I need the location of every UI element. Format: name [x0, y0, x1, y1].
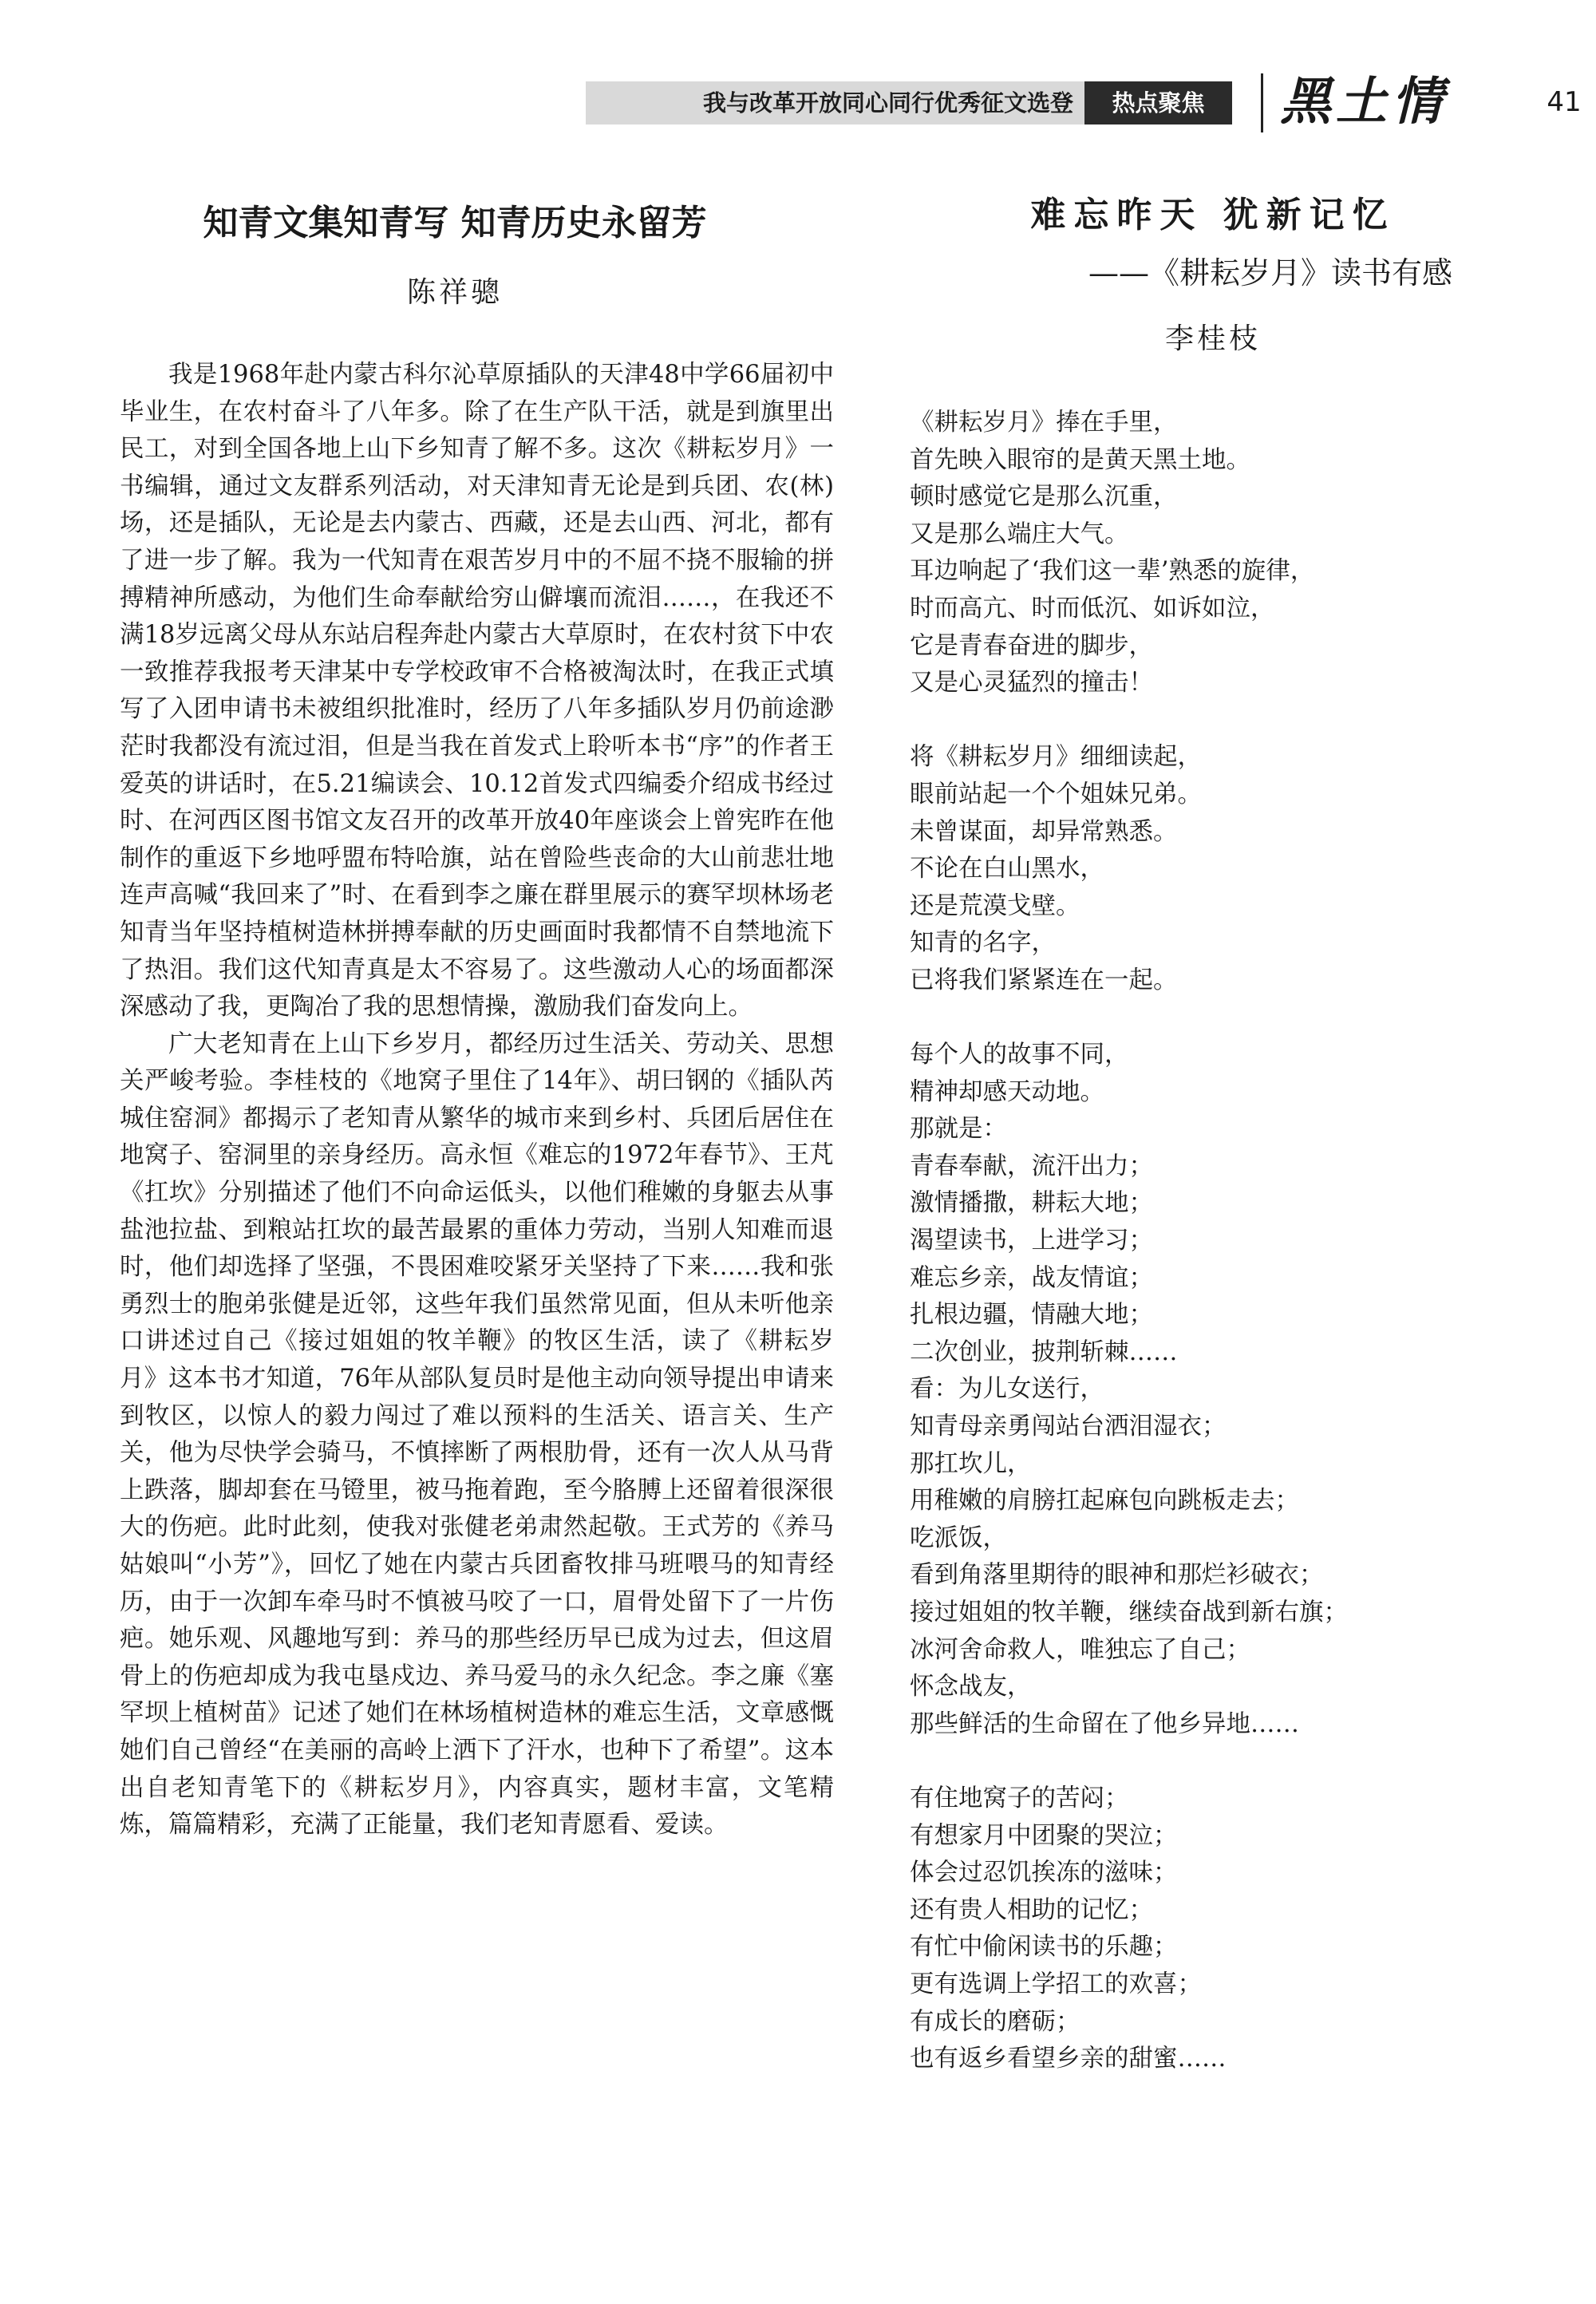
poem-line: 时而高亢、时而低沉、如诉如泣，	[910, 594, 1275, 622]
poem-line: 扎根边疆，情融大地；	[910, 1301, 1153, 1330]
poem-line: 不论在白山黑水，	[910, 855, 1104, 883]
poem-line: 知青的名字，	[910, 929, 1056, 958]
poem-line: 青春奉献，流汗出力；	[910, 1152, 1153, 1180]
left-article-body	[120, 357, 834, 1844]
poem-line: 那扛坎儿，	[910, 1449, 1032, 1478]
poem-line: 冰河舍命救人，唯独忘了自己；	[910, 1635, 1250, 1664]
poem-line: 激情播撒，耕耘大地；	[910, 1189, 1153, 1218]
right-article	[910, 188, 1516, 2115]
poem-line: 有忙中偷闲读书的乐趣；	[910, 1933, 1178, 1962]
poem-line: 更有选调上学招工的欢喜；	[910, 1970, 1202, 1998]
poem-line: 还有贵人相助的记忆；	[910, 1895, 1153, 1924]
page-header	[559, 70, 1596, 134]
poem-line: 体会过忍饥挨冻的滋味；	[910, 1859, 1178, 1887]
poem-line: 那就是：	[910, 1115, 1007, 1144]
poem-line: 接过姐姐的牧羊鞭，继续奋战到新右旗；	[910, 1599, 1348, 1626]
header-divider	[1261, 73, 1263, 132]
poem-line: 顿时感觉它是那么沉重，	[910, 483, 1178, 512]
poem-line: 那些鲜活的生命留在了他乡异地……	[910, 1709, 1299, 1738]
poem-line: 吃派饭，	[910, 1523, 1007, 1552]
poem-line: 耳边响起了‘我们这一辈’熟悉的旋律，	[910, 557, 1315, 586]
right-article-title: 难忘昨天 犹新记忆	[1030, 195, 1396, 235]
poem-line: 看：为儿女送行，	[910, 1375, 1104, 1404]
poem-line: 将《耕耘岁月》细细读起，	[910, 743, 1202, 772]
poem-line: 首先映入眼帘的是黄天黑土地。	[910, 445, 1250, 474]
poem-stanza	[910, 405, 1516, 702]
poem-stanza	[910, 1780, 1516, 2078]
poem-line: 已将我们紧紧连在一起。	[910, 966, 1178, 994]
poem-line: 有住地窝子的苦闷；	[910, 1784, 1129, 1812]
poem-line: 还是荒漠戈壁。	[910, 891, 1080, 920]
poem-body	[910, 405, 1516, 2078]
right-article-subtitle: ——《耕耘岁月》读书有感	[1088, 255, 1452, 290]
poem-line: 难忘乡亲，战友情谊；	[910, 1263, 1153, 1292]
poem-line: 未曾谋面，却异常熟悉。	[910, 817, 1178, 846]
poem-line: 每个人的故事不同，	[910, 1041, 1129, 1069]
poem-line: 看到角落里期待的眼神和那烂衫破衣；	[910, 1561, 1324, 1590]
paragraph: 广大老知青在上山下乡岁月，都经历过生活关、劳动关、思想关严峻考验。李桂枝的《地窝子里住了14年》、胡曰钢的《插队芮城住窑洞》都揭示了老知青从繁华的城市来到乡村、兵团后居住在地窝子、窑洞里的亲身经历。高永恒《难忘的1972年春节》、王芃《扛坎》分别描述了他们不向命运低头，以他们稚嫩的身躯去从事盐池拉盐、到粮站扛坎的最苦最累的重体力劳动，当别人知难而退时，他们却选择了坚强，不畏困难咬紧牙关坚持了下来……我和张勇烈士的胞弟张健是近邻，这些年我们虽然常见面，但从未听他亲口讲述过自己《接过姐姐的牧羊鞭》的牧区生活，读了《耕耘岁月》这本书才知道，76年从部队复员时是他主动向领导提出申请来到牧区，以惊人的毅力闯过了难以预料的生活关、语言关、生产关，他为尽快学会骑马，不慎摔断了两根肋骨，还有一次人从马背上跌落，脚却套在马镫里，被马拖着跑，至今胳膊上还留着很深很大的伤疤。此时此刻，使我对张健老弟肃然起敬。王式芳的《养马姑娘叫“小芳”》，回忆了她在内蒙古兵团畜牧排马班喂马的知青经历，由于一次卸车牵马时不慎被马咬了一口，眉骨处留下了一片伤疤。她乐观、风趣地写到：养马的那些经历早已成为过去，但这眉骨上的伤疤却成为我屯垦戍边、养马爱马的永久纪念。李之廉《塞罕坝上植树苗》记述了她们在林场植树造林的难忘生活，文章感慨她们自己曾经“在美丽的高岭上洒下了汗水，也种下了希望”。这本出自老知青笔下的《耕耘岁月》，内容真实，题材丰富，文笔精炼，篇篇精彩，充满了正能量，我们老知青愿看、爱读。	[120, 1029, 834, 1840]
poem-line: 用稚嫩的肩膀扛起麻包向跳板走去；	[910, 1487, 1299, 1516]
page-number: 41	[1547, 86, 1582, 118]
magazine-logo: 黑土情	[1280, 72, 1448, 132]
poem-line: 又是心灵猛烈的撞击！	[910, 669, 1153, 698]
poem-line: 知青母亲勇闯站台洒泪湿衣；	[910, 1413, 1227, 1441]
poem-line: 有成长的磨砺；	[910, 2007, 1080, 2036]
poem-stanza	[910, 739, 1516, 999]
poem-line: 怀念战友，	[910, 1673, 1032, 1701]
poem-line: 二次创业，披荆斩棘……	[910, 1338, 1178, 1366]
poem-line: 渴望读书，上进学习；	[910, 1227, 1153, 1255]
series-banner: 我与改革开放同心同行优秀征文选登	[586, 81, 1084, 124]
poem-line: 它是青春奋进的脚步，	[910, 631, 1153, 660]
poem-stanza	[910, 1037, 1516, 1743]
poem-line: 也有返乡看望乡亲的甜蜜……	[910, 2045, 1227, 2073]
poem-line: 又是那么端庄大气。	[910, 520, 1129, 548]
left-article-title: 知青文集知青写 知青历史永留芳	[203, 203, 707, 243]
right-article-author: 李桂枝	[1164, 322, 1261, 355]
poem-line: 《耕耘岁月》捧在手里，	[910, 409, 1178, 437]
left-article-author: 陈祥骢	[406, 276, 503, 309]
poem-line: 精神却感天动地。	[910, 1077, 1104, 1106]
paragraph: 我是1968年赴内蒙古科尔沁草原插队的天津48中学66届初中毕业生，在农村奋斗了八年多。除了在生产队干活，就是到旗里出民工，对到全国各地上山下乡知青了解不多。这次《耕耘岁月》一书编辑，通过文友群系列活动，对天津知青无论是到兵团、农(林)场，还是插队，无论是去内蒙古、西藏，还是去山西、河北，都有了进一步了解。我为一代知青在艰苦岁月中的不屈不挠不服输的拼搏精神所感动，为他们生命奉献给穷山僻壤而流泪……，在我还不满18岁远离父母从东站启程奔赴内蒙古大草原时，在农村贫下中农一致推荐我报考天津某中专学校政审不合格被淘汰时，在我正式填写了入团申请书未被组织批准时，经历了八年多插队岁月仍前途渺茫时我都没有流过泪，但是当我在首发式上聆听本书“序”的作者王爱英的讲话时，在5.21编读会、10.12首发式四编委介绍成书经过时、在河西区图书馆文友召开的改革开放40年座谈会上曾宪昨在他制作的重返下乡地呼盟布特哈旗，站在曾险些丧命的大山前悲壮地连声高喊“我回来了”时、在看到李之廉在群里展示的赛罕坝林场老知青当年坚持植树造林拼搏奉献的历史画面时我都情不自禁地流下了热泪。我们这代知青真是太不容易了。这些激动人心的场面都深深感动了我，更陶冶了我的思想情操，激励我们奋发向上。	[120, 361, 834, 1022]
poem-line: 有想家月中团聚的哭泣；	[910, 1821, 1178, 1850]
left-article	[120, 196, 834, 1844]
poem-line: 眼前站起一个个姐妹兄弟。	[910, 780, 1202, 808]
section-tag: 热点聚焦	[1084, 81, 1232, 124]
